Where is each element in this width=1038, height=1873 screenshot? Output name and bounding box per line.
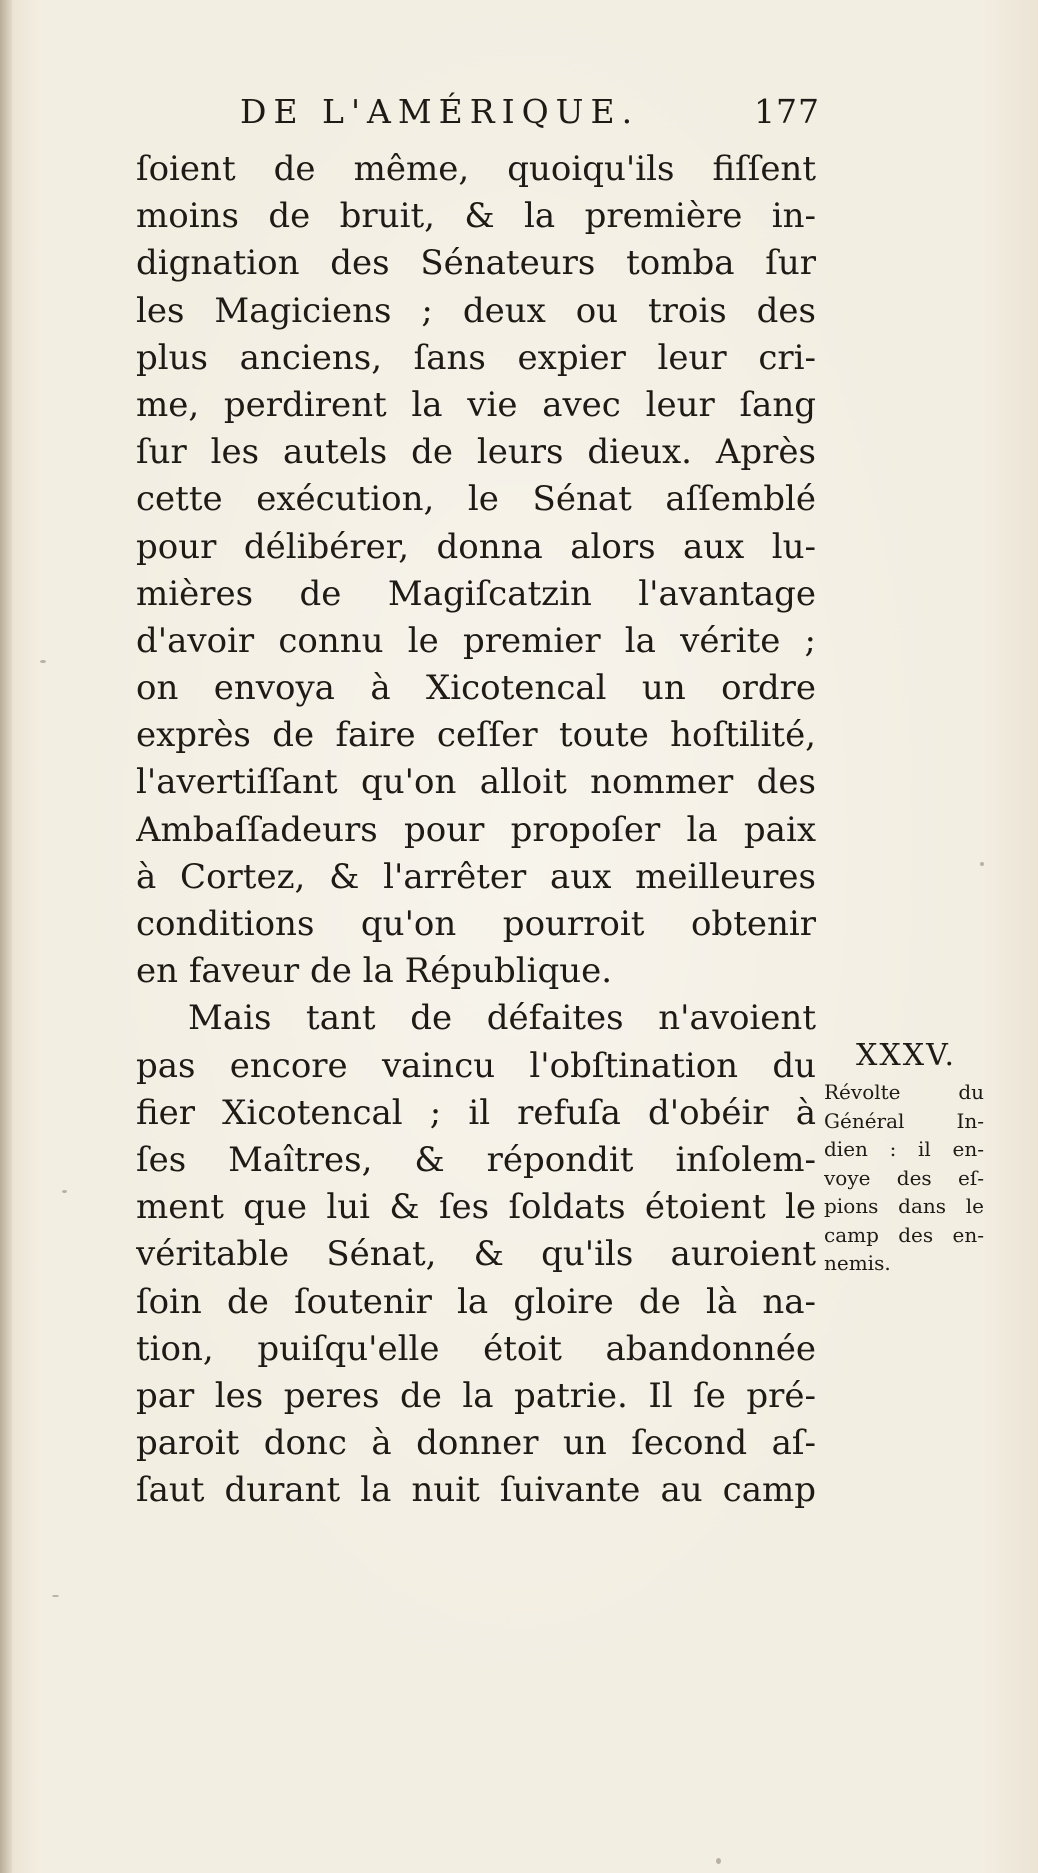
section-number: XXXV. (856, 1038, 957, 1073)
text-line: ſes Maîtres, & répondit inſolem- (136, 1139, 816, 1180)
text-line: pas encore vaincu l'obſtination du (136, 1045, 816, 1086)
text-line: moins de bruit, & la première in- (136, 196, 816, 237)
paper-speck (52, 1595, 59, 1597)
margin-note-line: nemis. (824, 1251, 891, 1275)
running-head (240, 86, 820, 138)
margin-note-line: camp des en- (824, 1222, 984, 1247)
margin-note-line: dien : il en- (824, 1137, 984, 1161)
margin-note-line: voye des eſ- (824, 1165, 984, 1190)
text-line: ment que lui & ſes ſoldats étoient le (136, 1187, 816, 1228)
text-line: les Magiciens ; deux ou trois des (136, 290, 816, 331)
running-title: DE L'AMÉRIQUE. (240, 92, 640, 131)
text-line: exprès de faire ceſſer toute hoſtilité, (136, 715, 816, 756)
text-line: dignation des Sénateurs tomba ſur (136, 243, 816, 284)
text-line: ſoin de ſoutenir la gloire de là na- (136, 1281, 816, 1322)
text-line: l'avertiſſant qu'on alloit nommer des (136, 762, 816, 803)
text-line: plus anciens, ſans expier leur cri- (136, 337, 816, 378)
text-line: paroit donc à donner un ſecond aſ- (136, 1423, 816, 1464)
page-number: 177 (754, 92, 820, 131)
text-line: véritable Sénat, & qu'ils auroient (136, 1234, 816, 1275)
text-line: fier Xicotencal ; il refuſa d'obéir à (136, 1092, 816, 1133)
text-line: ſoient de même, quoiqu'ils fiſſent (136, 149, 816, 189)
text-line: conditions qu'on pourroit obtenir (136, 904, 816, 944)
margin-note-line: pions dans le (824, 1194, 984, 1218)
text-line: par les peres de la patrie. Il ſe pré- (136, 1375, 816, 1416)
text-line: mières de Magiſcatzin l'avantage (136, 573, 816, 614)
paragraph-end-line: en faveur de la République. (136, 951, 613, 992)
body-text (136, 146, 816, 1514)
page-spine-shadow (0, 0, 12, 1873)
text-line: ſaut durant la nuit ſuivante au camp (136, 1470, 816, 1511)
paper-speck (980, 862, 984, 866)
paragraph-start-line: Mais tant de défaites n'avoient (188, 998, 816, 1039)
margin-note-line: Général In- (824, 1108, 984, 1133)
paper-speck (62, 1190, 67, 1193)
margin-note (824, 1078, 984, 1278)
paper-speck (716, 1858, 721, 1864)
paper-speck (40, 660, 46, 663)
text-line: on envoya à Xicotencal un ordre (136, 668, 816, 709)
text-line: d'avoir connu le premier la vérite ; (136, 620, 816, 661)
margin-note-line: Révolte du (824, 1080, 984, 1104)
text-line: tion, puiſqu'elle étoit abandonnée (136, 1328, 816, 1369)
text-line: ſur les autels de leurs dieux. Après (136, 432, 816, 473)
text-line: cette exécution, le Sénat aſſemblé (136, 479, 816, 520)
text-line: pour délibérer, donna alors aux lu- (136, 526, 816, 567)
text-line: me, perdirent la vie avec leur ſang (136, 384, 816, 425)
text-line: à Cortez, & l'arrêter aux meilleures (136, 856, 816, 897)
text-line: Ambaſſadeurs pour propoſer la paix (136, 809, 816, 850)
